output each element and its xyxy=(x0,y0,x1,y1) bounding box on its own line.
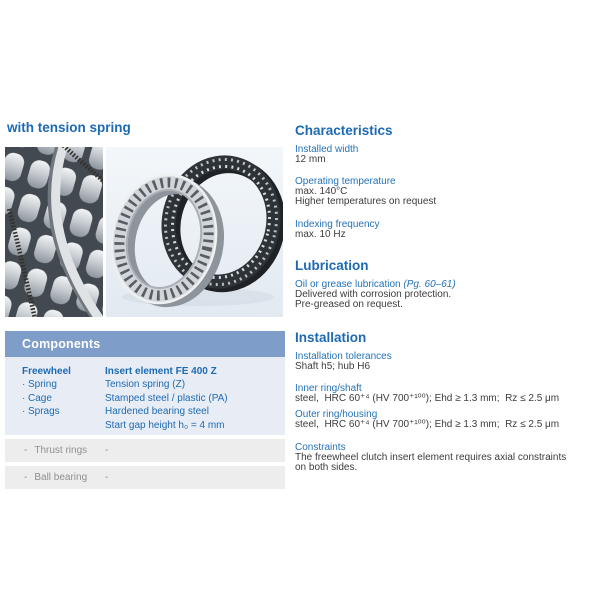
item-label: Installation tolerances xyxy=(295,351,392,362)
characteristics-heading: Characteristics xyxy=(295,123,393,138)
item-label: Installed width xyxy=(295,144,359,155)
characteristic-indexing-frequency xyxy=(295,219,587,240)
item-value: max. 10 Hz xyxy=(295,228,346,240)
row-value: Start gap height h₀ = 4 mm xyxy=(105,419,225,431)
row-label: Spring xyxy=(28,379,57,391)
row-value: Stamped steel / plastic (PA) xyxy=(105,392,228,404)
section-installation xyxy=(295,329,587,484)
constraints xyxy=(295,442,587,473)
installation-tolerances xyxy=(295,351,587,372)
table-row xyxy=(22,419,285,432)
components-table xyxy=(5,357,285,435)
product-photo xyxy=(5,147,285,317)
item-label: Oil or grease lubrication xyxy=(295,279,404,290)
item-value: Pre-greased on request. xyxy=(295,299,403,311)
bullet-icon: · xyxy=(22,379,26,391)
item-value: Shaft h5; hub H6 xyxy=(295,361,371,372)
item-label: Operating temperature xyxy=(295,176,396,188)
roller-bearing-photo xyxy=(5,147,103,317)
table-row xyxy=(22,378,285,391)
item-label: Indexing frequency xyxy=(295,218,380,230)
components-col1-header: Freewheel xyxy=(22,366,71,377)
item-value: steel, HRC 60⁺⁴ (HV 700⁺¹⁰⁰); Ehd ≥ 1.3 mm; Rz ≤ 2.5 μm xyxy=(295,419,560,431)
item-value: Delivered with corrosion protection. xyxy=(295,289,452,300)
components-table-header-row xyxy=(22,365,285,378)
row-label: Cage xyxy=(28,392,52,404)
row-label: Ball bearing xyxy=(34,472,88,483)
page-title: with tension spring xyxy=(7,120,131,135)
section-lubrication xyxy=(295,257,587,321)
outer-ring-housing xyxy=(295,409,587,430)
row-value: - xyxy=(105,472,109,483)
components-col2-header: Insert element FE 400 Z xyxy=(105,366,217,377)
row-value: Hardened bearing steel xyxy=(105,406,209,418)
item-value: steel, HRC 60⁺⁴ (HV 700⁺¹⁰⁰); Ehd ≥ 1.3 mm; Rz ≤ 2.5 μm xyxy=(295,393,560,405)
installation-heading: Installation xyxy=(295,330,367,345)
row-value: - xyxy=(105,445,109,456)
dash-icon: - xyxy=(24,472,28,483)
item-label: Outer ring/housing xyxy=(295,409,378,421)
table-row-thrust-rings xyxy=(5,439,285,462)
table-row xyxy=(22,405,285,418)
table-row-ball-bearing xyxy=(5,466,285,489)
characteristic-installed-width xyxy=(295,144,587,165)
page-reference: (Pg. 60–61) xyxy=(403,279,456,290)
table-row xyxy=(22,392,285,405)
item-value: 12 mm xyxy=(295,154,326,165)
section-characteristics xyxy=(295,122,587,251)
item-value: The freewheel clutch insert element requires axial constraints xyxy=(295,451,567,463)
components-header-label: Components xyxy=(22,337,101,351)
row-label: Sprags xyxy=(28,406,60,418)
freewheel-cages-photo xyxy=(106,147,283,317)
bullet-icon: · xyxy=(22,406,26,418)
characteristic-operating-temperature xyxy=(295,176,587,207)
row-label: Thrust rings xyxy=(34,445,88,456)
item-value: Higher temperatures on request xyxy=(295,196,437,208)
lubrication-heading: Lubrication xyxy=(295,258,369,273)
item-label: Inner ring/shaft xyxy=(295,383,362,395)
lubrication-group xyxy=(295,279,587,310)
dash-icon: - xyxy=(24,445,28,456)
inner-ring-shaft xyxy=(295,383,587,404)
components-header xyxy=(5,331,285,357)
bullet-icon: · xyxy=(22,392,26,404)
item-label: Constraints xyxy=(295,441,346,453)
item-value: on both sides. xyxy=(295,461,358,473)
item-value: max. 140°C xyxy=(295,186,348,198)
row-value: Tension spring (Z) xyxy=(105,379,186,391)
